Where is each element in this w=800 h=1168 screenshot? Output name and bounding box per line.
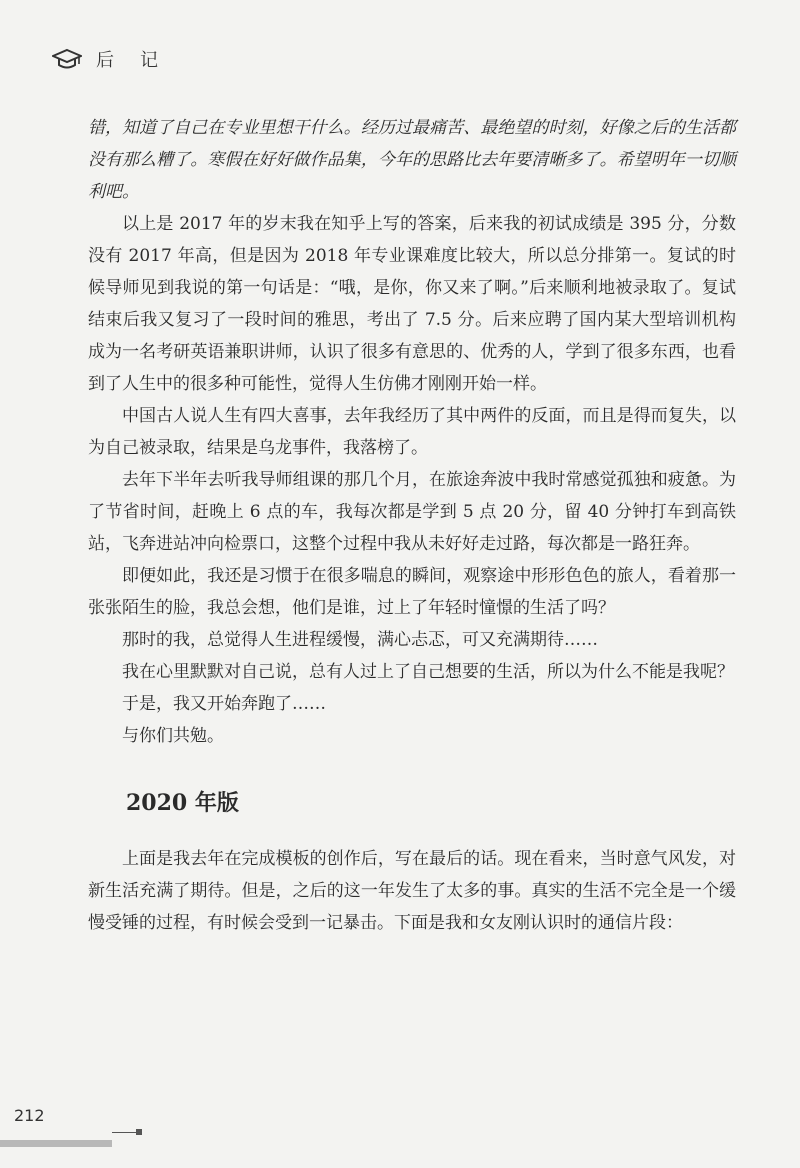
paragraph: 我在心里默默对自己说，总有人过上了自己想要的生活，所以为什么不能是我呢？ xyxy=(122,662,734,682)
page-footer xyxy=(0,1104,800,1168)
paragraph: 以上是 2017 年的岁末我在知乎上写的答案，后来我的初试成绩是 395 分，分数没有 2017 年高，但是因为 2018 年专业课难度比较大，所以总分排第一。复试的时候导师见到我说的第一句话是：“哦，是你，你又来了啊。”后来顺利地被录取了。复试结束后我又复习了一段时间的雅思，考出了 7.5 分。后来应聘了国内某大型培训机构成为一名考研英语兼职讲师，认识了很多有意思的、优秀的人，学到了很多东西，也看到了人生中的很多种可能性，觉得人生仿佛才刚刚开始一样。 xyxy=(88,214,736,394)
running-header xyxy=(52,46,184,72)
paragraph: 于是，我又开始奔跑了…… xyxy=(122,694,326,714)
paragraph: 中国古人说人生有四大喜事，去年我经历了其中两件的反面，而且是得而复失，以为自己被录取，结果是乌龙事件，我落榜了。 xyxy=(88,406,736,458)
footer-decoration-line xyxy=(112,1132,136,1133)
paragraph: 去年下半年去听我导师组课的那几个月，在旅途奔波中我时常感觉孤独和疲惫。为了节省时间，赶晚上 6 点的车，我每次都是学到 5 点 20 分，留 40 分钟打车到高铁站，飞奔进站冲向检票口，这整个过程中我从未好好走过路，每次都是一路狂奔。 xyxy=(88,470,736,554)
paragraph: 上面是我去年在完成模板的创作后，写在最后的话。现在看来，当时意气风发，对新生活充满了期待。但是，之后的这一年发生了太多的事。真实的生活不完全是一个缓慢受锤的过程，有时候会受到一记暴击。下面是我和女友刚认识时的通信片段： xyxy=(88,849,736,933)
page-number: 212 xyxy=(14,1106,45,1125)
footer-decoration-bar xyxy=(0,1140,112,1147)
footer-decoration-dot xyxy=(136,1129,142,1135)
paragraph: 那时的我，总觉得人生进程缓慢，满心忐忑，可又充满期待…… xyxy=(122,630,598,650)
graduation-cap-icon xyxy=(52,47,82,71)
paragraph: 与你们共勉。 xyxy=(122,726,224,746)
page-body xyxy=(88,112,736,939)
paragraph: 即便如此，我还是习惯于在很多喘息的瞬间，观察途中形形色色的旅人，看着那一张张陌生的脸，我总会想，他们是谁，过上了年轻时憧憬的生活了吗？ xyxy=(88,566,736,618)
paragraph: 错，知道了自己在专业里想干什么。经历过最痛苦、最绝望的时刻，好像之后的生活都没有那么糟了。寒假在好好做作品集，今年的思路比去年要清晰多了。希望明年一切顺利吧。 xyxy=(88,118,736,202)
section-heading: 2020 年版 xyxy=(126,790,239,816)
header-title: 后记 xyxy=(96,50,184,71)
